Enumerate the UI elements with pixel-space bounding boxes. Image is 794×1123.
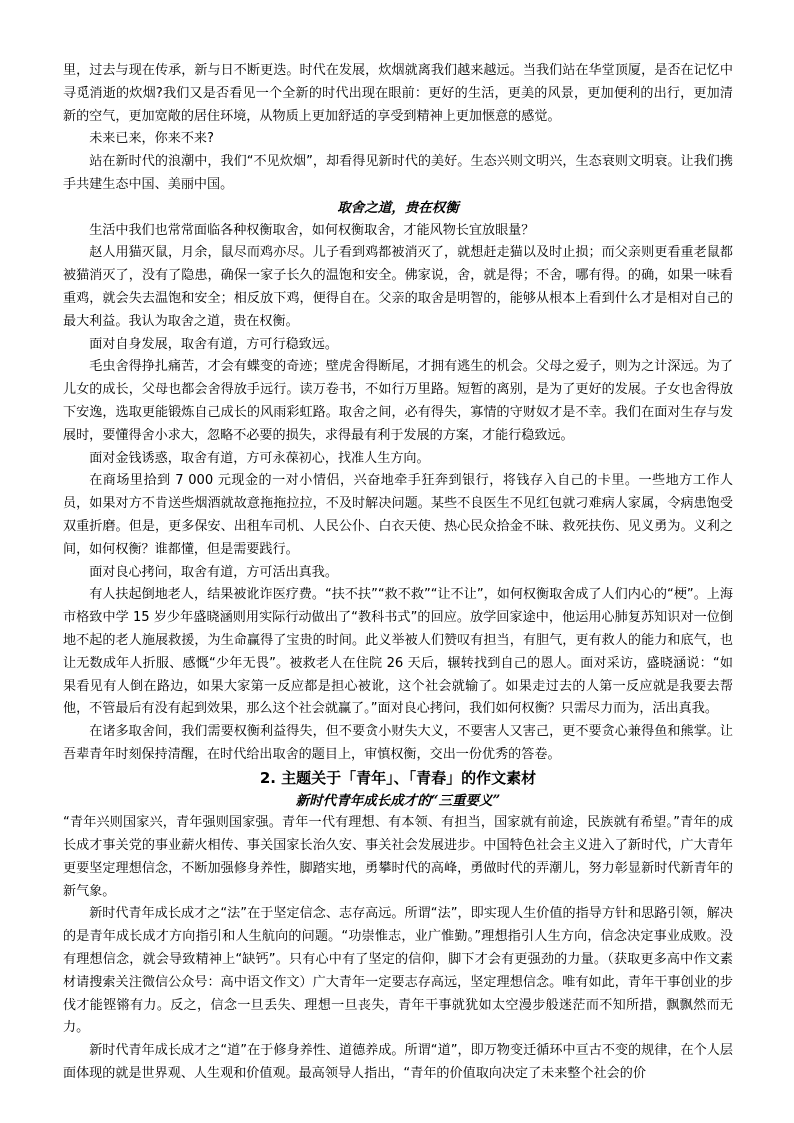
- essay-title: 取舍之道，贵在权衡: [337, 199, 459, 216]
- essay-paragraph: “青年兴则国家兴，青年强则国家强。青年一代有理想、有本领、有担当，国家就有前途，民族就有希望。”青年的成长成才事关党的事业薪火相传、事关国家长治久安、事关社会发展进步。中国特色社会主义进入了新时代，广大青年更要坚定理想信念，不断加强修身养性，脚踏实地，勇攀时代的高峰，勇做时代的弄潮儿，努力彰显新时代新青年的新气象。: [63, 815, 733, 899]
- intro-paragraph-1: 里，过去与现在传承，新与日不断更迭。时代在发展，炊烟就离我们越来越远。当我们站在华堂顶厦，是否在记忆中寻觅消逝的炊烟?我们又是否看见一个全新的时代出现在眼前：更好的生活，更美的风景，更加便利的出行，更加清新的空气，更加宽敞的居住环境，从物质上更加舒适的享受到精神上更加惬意的感觉。: [63, 63, 733, 124]
- essay-paragraph: 生活中我们也常常面临各种权衡取舍，如何权衡取舍，才能风物长宜放眼量？: [89, 222, 535, 238]
- essay-paragraph: 面对金钱诱惑，取舍有道，方可永葆初心，找准人生方向。: [89, 450, 430, 466]
- essay-paragraph: 毛虫舍得挣扎痛苦，才会有蝶变的奇迹；壁虎舍得断尾，才拥有逃生的机会。父母之爱子，则为之计深远。为了儿女的成长，父母也都会舍得放手远行。读万卷书，不如行万里路。短暂的离别，是为了更好的发展。子女也舍得放下安逸，选取更能锻炼自己成长的风雨彩虹路。取舍之间，必有得失，寡情的守财奴才是不幸。我们在面对生存与发展时，要懂得舍小求大，忽略不必要的损失，求得最有利于发展的方案，才能行稳致远。: [63, 359, 733, 443]
- section-heading: 2. 主题关于「青年」、「青春」的作文素材: [259, 768, 537, 787]
- essay-paragraph: 在诸多取舍间，我们需要权衡利益得失，但不要贪小财失大义，不要害人又害己，更不要贪心兼得鱼和熊掌。让吾辈青年时刻保持清醒，在时代给出取舍的题目上，审慎权衡，交出一份优秀的答卷。: [63, 724, 733, 762]
- essay-paragraph: 新时代青年成长成才之“法”在于坚定信念、志存高远。所谓“法”，即实现人生价值的指导方针和思路引领，解决的是青年成长成才方向指引和人生航向的问题。“功崇惟志，业广惟勤。”理想指引人生方向，信念决定事业成败。没有理想信念，就会导致精神上“缺钙”。只有心中有了坚定的信仰，脚下才会有更强劲的力量。（获取更多高中作文素材请搜索关注微信公众号：高中语文作文）广大青年一定要志存高远，坚定理想信念。唯有如此，青年干事创业的步伐才能铿锵有力。反之，信念一旦丢失、理想一旦丧失，青年干事就犹如太空漫步般迷茫而不知所措，飘飘然而无力。: [63, 906, 733, 1036]
- essay-paragraph: 有人扶起倒地老人，结果被讹诈医疗费。“扶不扶”“救不救”“让不让”，如何权衡取舍成了人们内心的“梗”。上海市格致中学 15 岁少年盛晓涵则用实际行动做出了“教科书式”的回应。放学回家途中，他运用心肺复苏知识对一位倒地不起的老人施展救援，为生命赢得了宝贵的时间。此义举被人们赞叹有担当，有胆气，更有救人的能力和底气，也让无数成年人折服、感慨“少年无畏”。被救老人在住院 26 天后，辗转找到自己的恩人。面对采访，盛晓涵说：“如果看见有人倒在路边，如果大家第一反应都是担心被讹，这个社会就输了。如果走过去的人第一反应就是我要去帮他，不管最后有没有起到效果，那么这个社会就赢了。”面对良心拷问，我们如何权衡？只需尽力而为，活出真我。: [63, 587, 733, 717]
- essay-paragraph: 新时代青年成长成才之“道”在于修身养性、道德养成。所谓“道”，即万物变迁循环中亘古不变的规律，在个人层面体现的就是世界观、人生观和价值观。最高领导人指出，“青年的价值取向决定了未来整个社会的价: [63, 1043, 733, 1082]
- essay-paragraph: 在商场里拾到 7 000 元现金的一对小情侣，兴奋地牵手狂奔到银行，将钱存入自己的卡里。一些地方工作人员，如果对方不肯送些烟酒就故意拖拖拉拉，不及时解决问题。某些不良医生不见红包就刁难病人家属，令病患饱受双重折磨。但是，更多保安、出租车司机、人民公仆、白衣天使、热心民众拾金不昧、救死扶伤、见义勇为。义利之间，如何权衡？谁都懂，但是需要践行。: [63, 473, 733, 557]
- document-page: [63, 60, 733, 1086]
- essay-paragraph: 面对自身发展，取舍有道，方可行稳致远。: [89, 336, 338, 352]
- intro-paragraph-3: 站在新时代的浪潮中，我们“不见炊烟”，却看得见新时代的美好。生态兴则文明兴，生态衰则文明衰。让我们携手共建生态中国、美丽中国。: [63, 154, 733, 192]
- essay-paragraph: 面对良心拷问，取舍有道，方可活出真我。: [89, 564, 338, 580]
- intro-paragraph-2: 未来已来，你来不来?: [89, 131, 214, 147]
- essay-paragraph: 赵人用猫灭鼠，月余，鼠尽而鸡亦尽。儿子看到鸡都被消灭了，就想赶走猫以及时止损；而父亲则更看重老鼠都被猫消灭了，没有了隐患，确保一家子长久的温饱和安全。佛家说，舍，就是得；不舍，哪有得。的确，如果一味看重鸡，就会失去温饱和安全；相反放下鸡，便得自在。父亲的取舍是明智的，能够从根本上看到什么才是相对自己的最大利益。我认为取舍之道，贵在权衡。: [63, 245, 733, 329]
- essay-title: 新时代青年成长成才的“三重要义”: [295, 792, 501, 809]
